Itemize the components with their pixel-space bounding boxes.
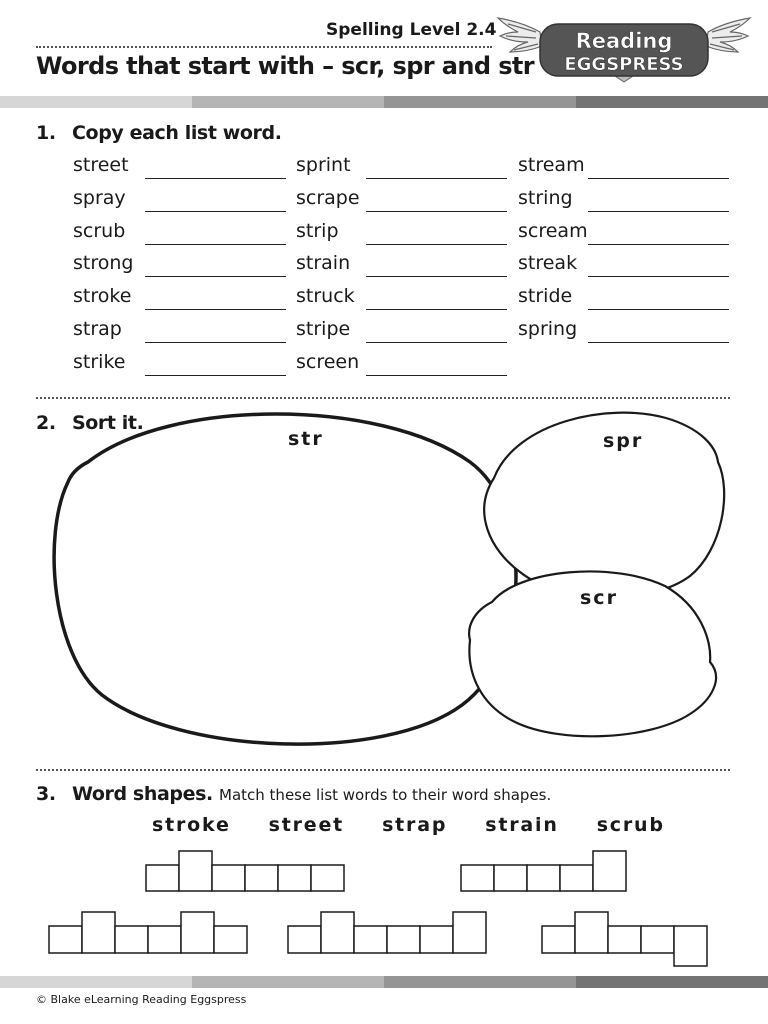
copy-answer-line[interactable] — [588, 342, 729, 343]
copy-answer-line[interactable] — [588, 178, 729, 179]
str-lemon-shape — [54, 414, 516, 744]
section-3-instruction: Match these list words to their word shapes. — [219, 786, 552, 804]
logo-text-eggspress: EGGSPRESS — [564, 54, 684, 75]
section-2-number: 2. — [36, 412, 56, 434]
word-shape[interactable] — [49, 912, 247, 953]
list-word: street — [73, 154, 129, 176]
spr-label: spr — [603, 430, 644, 452]
copy-answer-line[interactable] — [366, 375, 507, 376]
section-3-title: Word shapes. — [72, 783, 213, 805]
section-2-title: Sort it. — [72, 412, 144, 434]
band-segment — [576, 96, 768, 108]
list-word: sprint — [296, 154, 351, 176]
copy-answer-line[interactable] — [366, 178, 507, 179]
list-word: struck — [296, 285, 355, 308]
band-segment — [192, 96, 384, 108]
band-segment — [0, 976, 192, 988]
list-word: scrape — [296, 186, 360, 209]
logo-text-reading: Reading — [575, 29, 673, 53]
list-word: streak — [518, 252, 578, 275]
band-segment — [0, 96, 192, 108]
list-word: stride — [518, 285, 573, 308]
copy-answer-line[interactable] — [145, 178, 286, 179]
list-word: spray — [73, 186, 126, 209]
copy-answer-line[interactable] — [366, 244, 507, 245]
bottom-color-band — [0, 976, 768, 988]
copy-answer-line[interactable] — [588, 211, 729, 212]
band-segment — [576, 976, 768, 988]
right-wing-icon — [706, 18, 750, 52]
list-word: strike — [73, 350, 126, 373]
word-bank-item: stroke — [152, 814, 231, 836]
list-word: string — [518, 186, 573, 209]
word-bank-item: street — [268, 814, 345, 836]
copy-answer-line[interactable] — [366, 309, 507, 310]
band-segment — [384, 976, 576, 988]
list-word: stroke — [73, 285, 132, 308]
copy-answer-line[interactable] — [366, 276, 507, 277]
word-bank-item: scrub — [596, 814, 665, 836]
list-word: strong — [73, 252, 134, 275]
section-3-number: 3. — [36, 783, 56, 805]
section-1-number: 1. — [36, 122, 56, 144]
list-word: stream — [518, 154, 585, 176]
copy-answer-line[interactable] — [145, 244, 286, 245]
word-shape-boxes — [0, 845, 768, 970]
copy-answer-line[interactable] — [145, 211, 286, 212]
copy-answer-line[interactable] — [588, 309, 729, 310]
top-color-band — [0, 96, 768, 108]
word-shape[interactable] — [288, 912, 486, 953]
word-bank — [152, 814, 703, 836]
word-bank-item: strap — [382, 814, 448, 836]
list-word: strip — [296, 219, 339, 242]
section-1-title: Copy each list word. — [72, 122, 282, 144]
list-word: spring — [518, 318, 578, 340]
band-segment — [192, 976, 384, 988]
level-label: Spelling Level 2.4 — [326, 20, 497, 40]
list-word: scream — [518, 219, 588, 242]
copy-answer-line[interactable] — [145, 342, 286, 343]
copy-answer-line[interactable] — [588, 276, 729, 277]
section-3-heading — [36, 783, 551, 805]
scr-label: scr — [580, 587, 618, 609]
copy-answer-line[interactable] — [145, 375, 286, 376]
copy-answer-line[interactable] — [366, 342, 507, 343]
list-word: strain — [296, 252, 351, 275]
word-bank-item: strain — [485, 814, 559, 836]
copyright-footer: © Blake eLearning Reading Eggspress — [36, 993, 247, 1006]
list-word: stripe — [296, 318, 351, 340]
section-1-heading — [36, 122, 282, 144]
reading-eggspress-logo — [496, 10, 752, 84]
str-label: str — [288, 428, 324, 450]
word-shape[interactable] — [461, 851, 626, 891]
band-segment — [384, 96, 576, 108]
page-title: Words that start with – scr, spr and str — [36, 52, 534, 80]
left-wing-icon — [498, 18, 542, 52]
word-shape[interactable] — [146, 851, 344, 891]
copy-answer-line[interactable] — [145, 309, 286, 310]
copy-answer-line[interactable] — [366, 211, 507, 212]
copy-answer-line[interactable] — [145, 276, 286, 277]
copy-answer-line[interactable] — [588, 244, 729, 245]
section-divider — [36, 769, 730, 771]
sort-diagram — [0, 400, 768, 762]
list-word: screen — [296, 350, 360, 373]
section-divider — [36, 397, 730, 399]
list-word: scrub — [73, 219, 126, 242]
title-divider — [36, 46, 492, 48]
list-word: strap — [73, 318, 122, 340]
word-shape[interactable] — [542, 912, 707, 966]
